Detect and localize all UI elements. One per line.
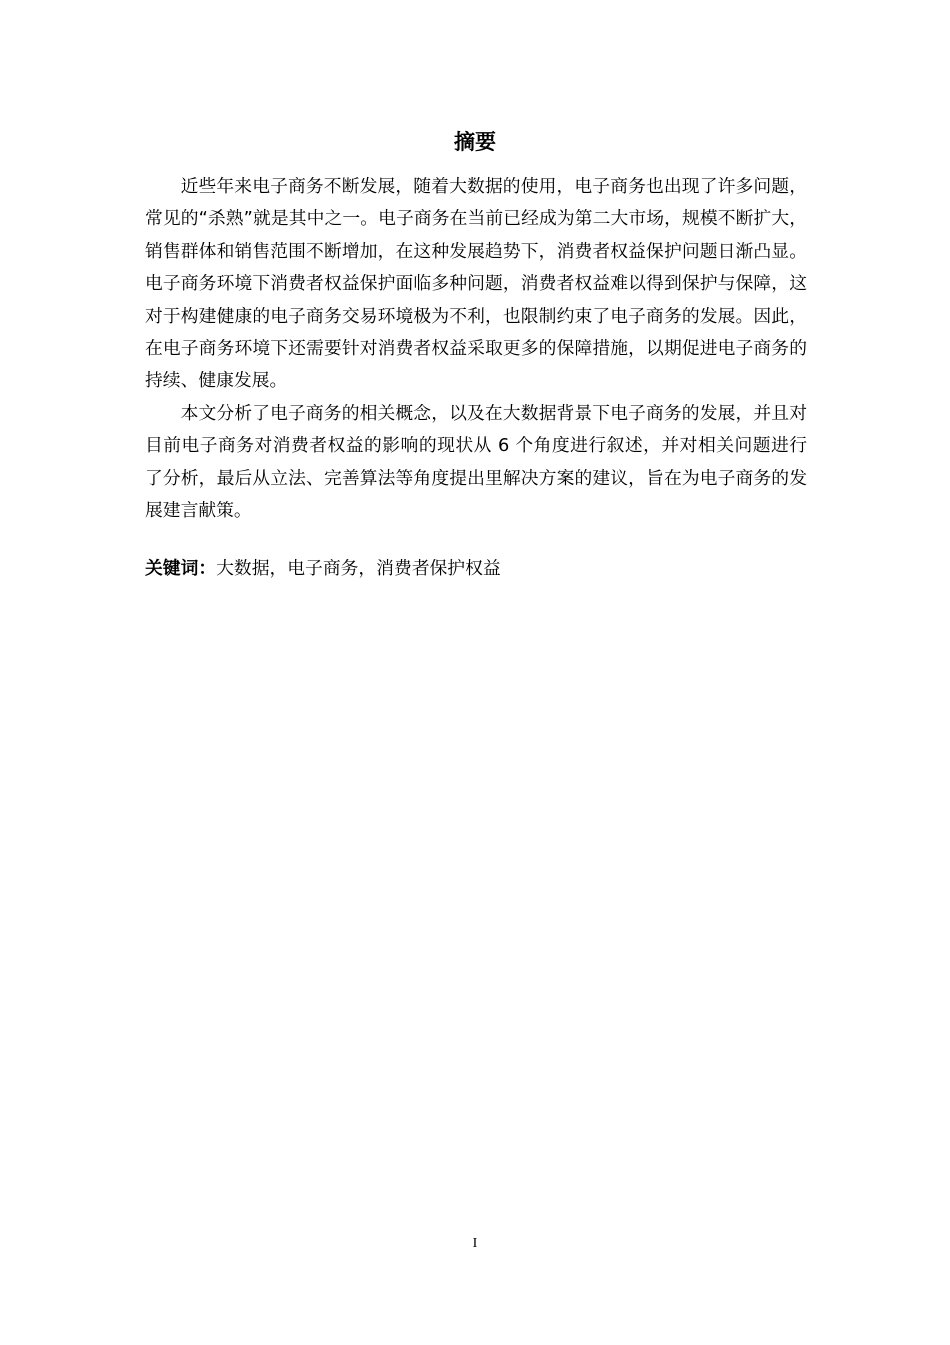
- abstract-paragraph: 近些年来电子商务不断发展，随着大数据的使用，电子商务也出现了许多问题，常见的“杀熟”就是其中之一。电子商务在当前已经成为第二大市场，规模不断扩大，销售群体和销售范围不断增加，在这种发展趋势下，消费者权益保护问题日渐凸显。电子商务环境下消费者权益保护面临多种问题，消费者权益难以得到保护与保障，这对于构建健康的电子商务交易环境极为不利，也限制约束了电子商务的发展。因此，在电子商务环境下还需要针对消费者权益采取更多的保障措施，以期促进电子商务的持续、健康发展。: [145, 176, 807, 392]
- keywords-label: 关键词：: [145, 558, 217, 579]
- page-number: I: [472, 1236, 478, 1251]
- keywords-line: [145, 553, 807, 585]
- page-title: 摘要: [454, 130, 496, 154]
- abstract-body: [145, 171, 807, 527]
- keywords-value: 大数据，电子商务，消费者保护权益: [216, 558, 501, 579]
- abstract-paragraph: 本文分析了电子商务的相关概念，以及在大数据背景下电子商务的发展，并且对目前电子商务对消费者权益的影响的现状从 6 个角度进行叙述，并对相关问题进行了分析，最后从立法、完善算法等角度提出里解决方案的建议，旨在为电子商务的发展建言献策。: [145, 402, 807, 522]
